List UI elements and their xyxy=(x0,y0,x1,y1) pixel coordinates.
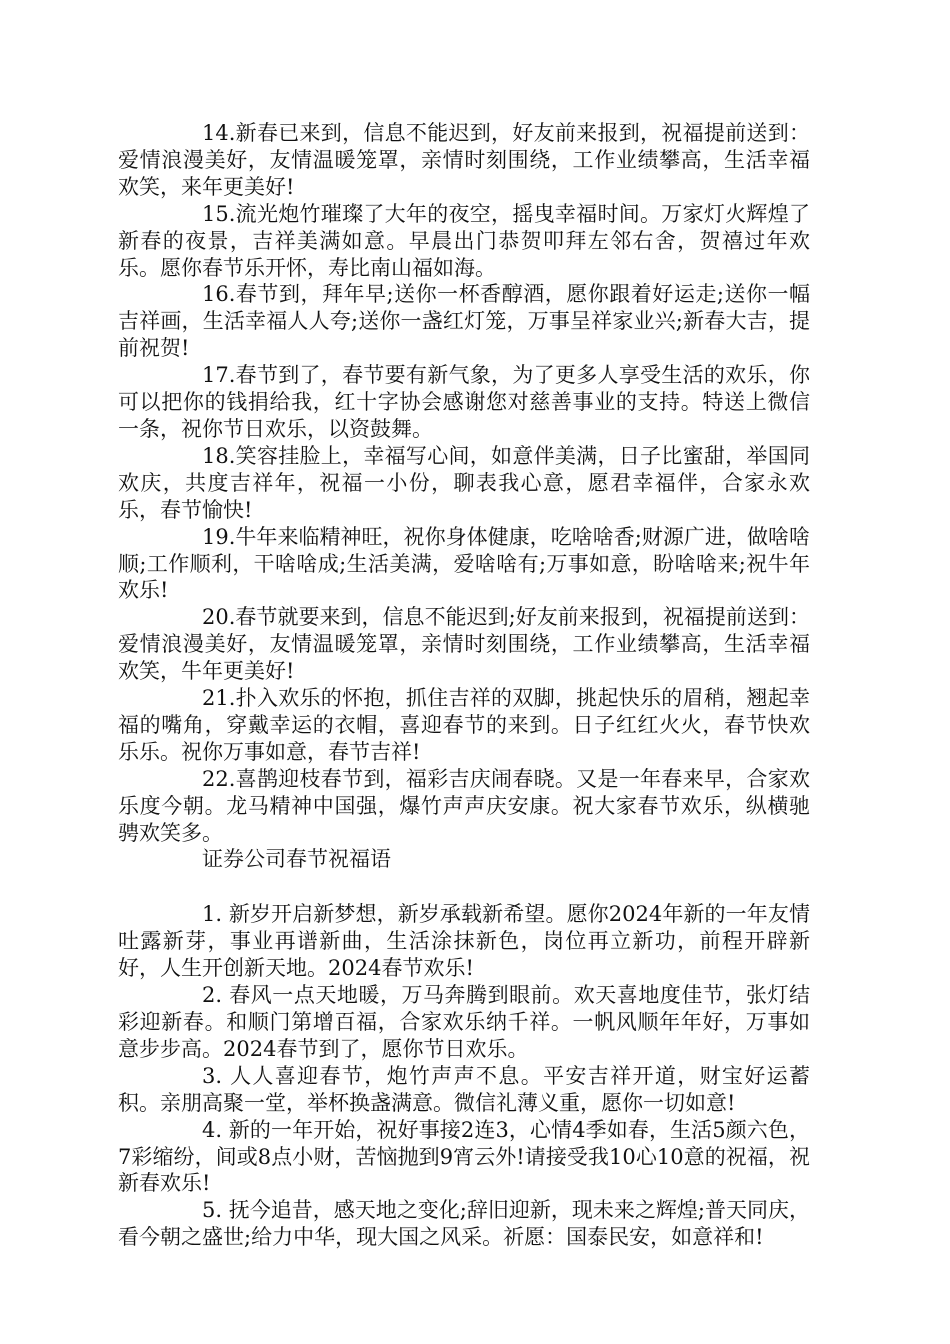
paragraph-18: 18.笑容挂脸上，幸福写心间，如意伴美满，日子比蜜甜，举国同欢庆，共度吉祥年，祝福一小份，聊表我心意，愿君幸福伴，合家永欢乐，春节愉快! xyxy=(118,443,810,522)
section-heading: 证券公司春节祝福语 xyxy=(202,847,391,872)
paragraph-14: 14.新春已来到，信息不能迟到，好友前来报到，祝福提前送到：爱情浪漫美好，友情温暖笼罩，亲情时刻围绕，工作业绩攀高，生活幸福欢笑，来年更美好! xyxy=(118,121,810,199)
paragraph-s2-3: 3. 人人喜迎春节，炮竹声声不息。平安吉祥开道，财宝好运蓄积。亲朋高聚一堂，举杯换盏满意。微信礼薄义重，愿你一切如意! xyxy=(118,1063,810,1115)
paragraph-22: 22.喜鹊迎枝春节到，福彩吉庆闹春晓。又是一年春来早，合家欢乐度今朝。龙马精神中国强，爆竹声声庆安康。祝大家春节欢乐，纵横驰骋欢笑多。 xyxy=(118,766,810,845)
paragraph-s2-4: 4. 新的一年开始，祝好事接2连3，心情4季如春，生活5颜六色，7彩缩纷，间或8点小财，苦恼抛到9宵云外!请接受我10心10意的祝福，祝新春欢乐! xyxy=(118,1117,810,1196)
spacer xyxy=(118,873,810,901)
paragraph-19: 19.牛年来临精神旺，祝你身体健康，吃啥啥香;财源广进，做啥啥顺;工作顺利，干啥啥成;生活美满，爱啥啥有;万事如意，盼啥啥来;祝牛年欢乐! xyxy=(118,524,810,603)
paragraph-16: 16.春节到，拜年早;送你一杯香醇酒，愿你跟着好运走;送你一幅吉祥画，生活幸福人人夸;送你一盏红灯笼，万事呈祥家业兴;新春大吉，提前祝贺! xyxy=(118,282,810,361)
paragraph-s2-2: 2. 春风一点天地暖，万马奔腾到眼前。欢天喜地度佳节，张灯结彩迎新春。和顺门第增百福，合家欢乐纳千祥。一帆风顺年年好，万事如意步步高。2024春节到了，愿你节日欢乐。 xyxy=(118,983,810,1061)
paragraph-s2-5: 5. 抚今追昔，感天地之变化;辞旧迎新，现未来之辉煌;普天同庆，看今朝之盛世;给力中华，现大国之风采。祈愿：国泰民安，如意祥和! xyxy=(118,1198,810,1250)
paragraph-s2-1: 1. 新岁开启新梦想，新岁承载新希望。愿你2024年新的一年友情吐露新芽，事业再谱新曲，生活涂抹新色，岗位再立新功，前程开辟新好，人生开创新天地。2024春节欢乐! xyxy=(118,902,810,981)
paragraph-17: 17.春节到了，春节要有新气象，为了更多人享受生活的欢乐，你可以把你的钱捐给我，红十字协会感谢您对慈善事业的支持。特送上微信一条，祝你节日欢乐，以资鼓舞。 xyxy=(118,363,810,441)
paragraph-20: 20.春节就要来到，信息不能迟到;好友前来报到，祝福提前送到：爱情浪漫美好，友情温暖笼罩，亲情时刻围绕，工作业绩攀高，生活幸福欢笑，牛年更美好! xyxy=(118,605,810,684)
document-page xyxy=(118,120,810,1251)
paragraph-21: 21.扑入欢乐的怀抱，抓住吉祥的双脚，挑起快乐的眉稍，翘起幸福的嘴角，穿戴幸运的衣帽，喜迎春节的来到。日子红红火火，春节快欢乐乐。祝你万事如意，春节吉祥! xyxy=(118,686,810,764)
paragraph-15: 15.流光炮竹璀璨了大年的夜空，摇曳幸福时间。万家灯火辉煌了新春的夜景，吉祥美满如意。早晨出门恭贺叩拜左邻右舍，贺禧过年欢乐。愿你春节乐开怀，寿比南山福如海。 xyxy=(118,201,810,280)
